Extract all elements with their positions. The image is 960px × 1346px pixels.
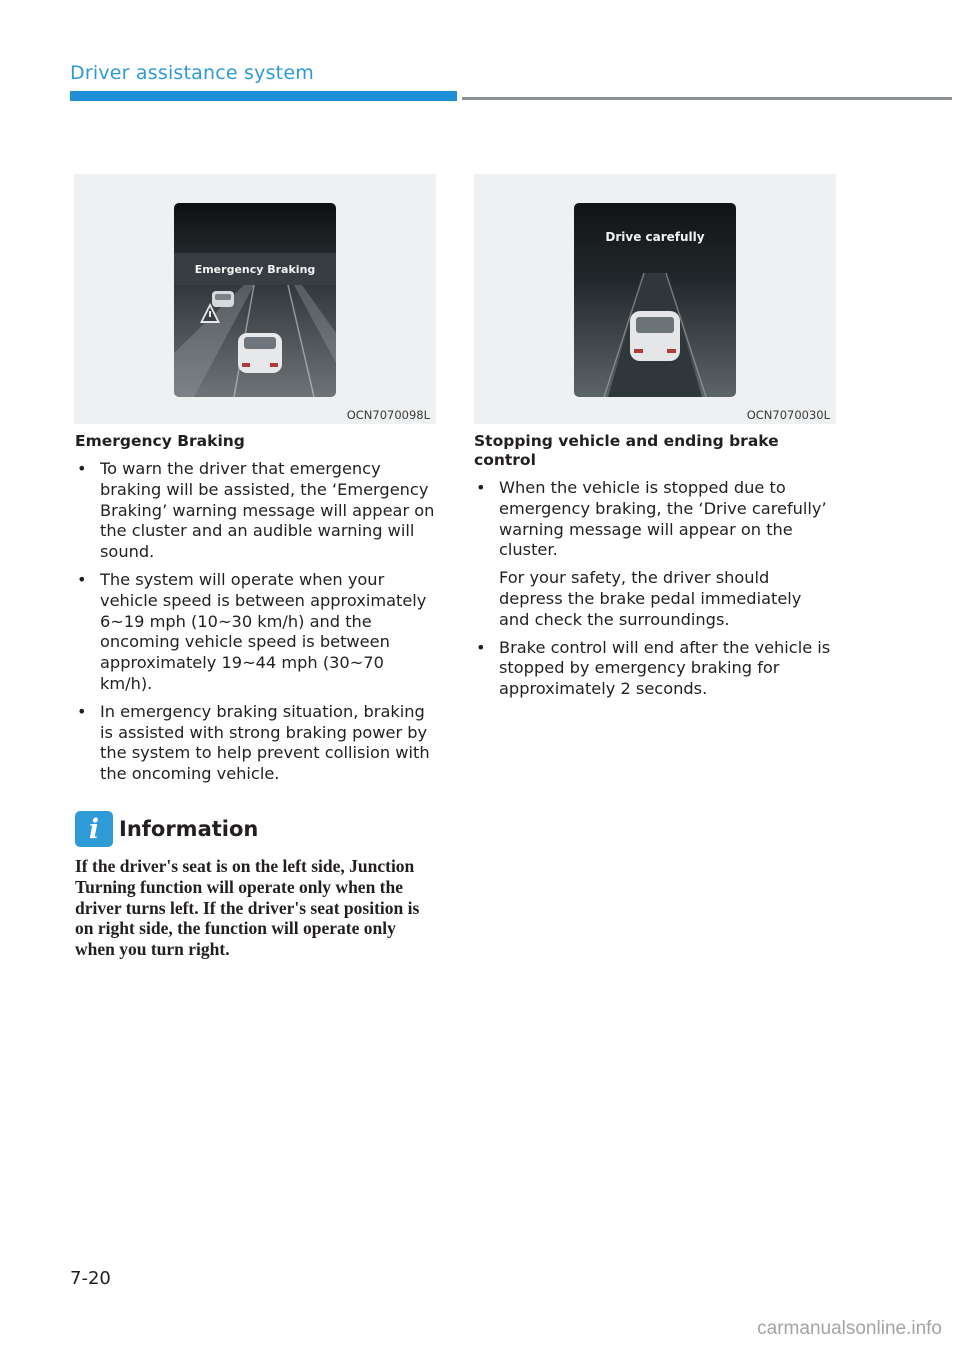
header-rule [462, 97, 952, 100]
oncoming-car-icon [212, 291, 234, 307]
own-car-icon [630, 311, 680, 361]
information-header [75, 810, 437, 848]
list-item-text: When the vehicle is stopped due to emergency braking, the ‘Drive carefully’ warning message will appear on the cluster. [499, 478, 827, 560]
emergency-braking-figure [74, 174, 436, 424]
header-accent-bar [70, 91, 457, 101]
page-number: 7-20 [70, 1268, 111, 1289]
bullet-dot: • [77, 569, 87, 589]
bullet-dot: • [77, 459, 87, 478]
information-icon: i [75, 811, 113, 847]
own-car-icon [238, 333, 282, 373]
cluster-display-emergency [174, 203, 336, 397]
figure-code: OCN7070098L [346, 408, 430, 422]
information-text: If the driver's seat is on the left side, Junction Turning function will operate only when the driver turns left. If the driver's seat position is on right side, the function will operate only when you turn right. [75, 856, 420, 960]
list-item-text: The system will operate when your vehicle speed is between approximately 6~19 mph (10~30 km/h) and the oncoming vehicle speed is between approximately 19~44 mph (30~70 km/h). [100, 569, 427, 693]
list-item [75, 459, 437, 563]
stopping-vehicle-section [474, 432, 836, 707]
bullet-dot: • [476, 478, 486, 497]
list-item-subparagraph: For your safety, the driver should depress the brake pedal immediately and check the surroundings. [499, 568, 802, 629]
bullet-list [474, 478, 836, 700]
section-title: Stopping vehicle and ending brake control [474, 432, 779, 469]
cluster-warning-text: Emergency Braking [194, 263, 316, 276]
section-title: Emergency Braking [75, 432, 245, 450]
list-item [474, 478, 836, 631]
list-item-text: In emergency braking situation, braking is assisted with strong braking power by the system to help prevent collision with the oncoming vehicle. [100, 701, 430, 784]
drive-carefully-figure [474, 174, 836, 424]
bullet-dot: • [77, 701, 87, 721]
list-item [75, 702, 437, 785]
list-item-text: To warn the driver that emergency braking will be assisted, the ‘Emergency Braking’ warning message will appear on the cluster and an audible warning will sound. [100, 459, 435, 562]
list-item [75, 570, 437, 695]
watermark: carmanualsonline.info [757, 1318, 942, 1339]
cluster-display-drive-carefully [574, 203, 736, 397]
cluster-warning-text: Drive carefully [605, 230, 705, 244]
page-header-title: Driver assistance system [70, 62, 314, 84]
information-note [75, 810, 437, 960]
emergency-braking-section [75, 432, 437, 792]
information-title: Information [119, 817, 259, 841]
list-item-text: Brake control will end after the vehicle is stopped by emergency braking for approximately 2 seconds. [499, 637, 831, 699]
figure-code: OCN7070030L [746, 408, 830, 422]
bullet-dot: • [476, 637, 486, 657]
cluster-emergency-illustration [174, 203, 336, 397]
cluster-drive-carefully-illustration [574, 203, 736, 397]
list-item [474, 638, 836, 700]
bullet-list [75, 459, 437, 785]
